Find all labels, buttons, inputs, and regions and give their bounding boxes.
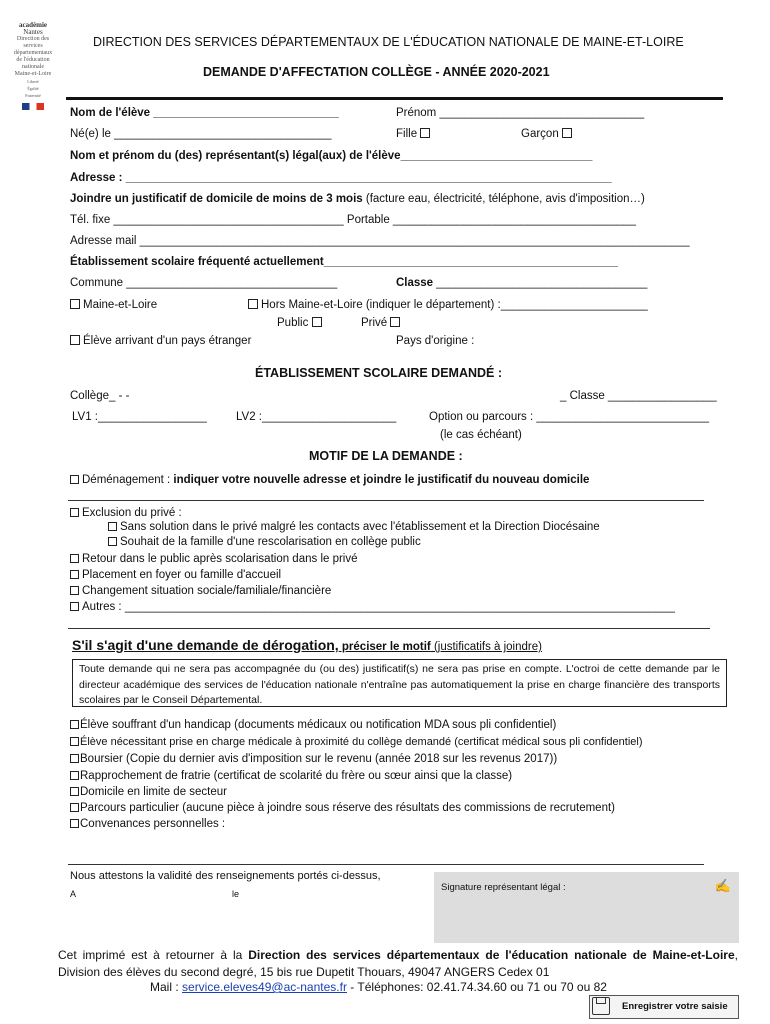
checkbox-box[interactable] <box>70 335 80 345</box>
lv1-field[interactable]: LV1 :_________________ <box>72 411 207 423</box>
derogation-justif: (justificatifs à joindre) <box>430 641 542 653</box>
garcon-box[interactable] <box>562 128 572 138</box>
hors-maine-checkbox[interactable] <box>248 299 648 311</box>
parcours-label: Parcours particulier (aucune pièce à joindre sous réserve des résultats des commissions de recrutement) <box>80 802 615 814</box>
derogation-title: S'il s'agit d'une demande de dérogation, <box>72 637 339 653</box>
retour-label: Retour dans le public après scolarisation dans le privé <box>82 553 358 565</box>
souhait-checkbox[interactable] <box>108 536 421 548</box>
sans-solution-label: Sans solution dans le privé malgré les contacts avec l'établissement et la Direction Diocésaine <box>120 521 600 533</box>
checkbox-box[interactable] <box>70 819 79 828</box>
save-button[interactable] <box>589 995 739 1019</box>
justificatif-note <box>70 193 645 205</box>
footer-p1: Cet imprimé est à retourner à la <box>58 948 249 962</box>
page-title: DEMANDE D'AFFECTATION COLLÈGE - ANNÉE 2020-2021 <box>203 65 550 79</box>
fille-label: Fille <box>396 128 418 140</box>
adresse-field[interactable]: Adresse : ____________________________________________________________________________ <box>70 172 612 184</box>
telephone-field[interactable]: Tél. fixe ____________________________________ Portable ______________________________________ <box>70 214 636 226</box>
checkbox-box[interactable] <box>70 803 79 812</box>
representants-field[interactable]: Nom et prénom du (des) représentant(s) légal(aux) de l'élève______________________________ <box>70 150 593 162</box>
derogation-heading <box>72 637 542 653</box>
prive-label: Privé <box>361 317 388 329</box>
checkbox-box[interactable] <box>70 754 79 763</box>
exclusion-label: Exclusion du privé : <box>82 507 182 519</box>
prenom-field[interactable]: Prénom ________________________________ <box>396 107 645 119</box>
signature-label: Signature représentant légal : <box>441 882 566 893</box>
maine-et-loire-checkbox[interactable] <box>70 299 157 311</box>
academie-logo <box>8 22 58 102</box>
classe-line: _________________________________ <box>433 277 648 289</box>
autres-label: Autres : ______________________________________________________________________________________ <box>82 601 675 613</box>
direction-header: DIRECTION DES SERVICES DÉPARTEMENTAUX DE L'ÉDUCATION NATIONALE DE MAINE-ET-LOIRE <box>93 35 684 49</box>
attest-divider <box>68 864 704 865</box>
derogation-preciser: préciser le motif <box>338 641 431 653</box>
checkbox-box[interactable] <box>70 508 79 517</box>
date-field[interactable]: le <box>232 889 240 899</box>
limite-label: Domicile en limite de secteur <box>80 786 228 798</box>
pays-origine-field[interactable]: Pays d'origine : <box>396 335 475 347</box>
checkbox-box[interactable] <box>70 299 80 309</box>
footer-address: , Division des élèves du second degré, 15 bis rue Dupetit Thouars, 49047 ANGERS Cedex 01 <box>58 948 738 979</box>
etab-demande-title: ÉTABLISSEMENT SCOLAIRE DEMANDÉ : <box>255 366 502 380</box>
garcon-label: Garçon <box>521 128 559 140</box>
autres-checkbox[interactable] <box>70 601 675 613</box>
checkbox-box[interactable] <box>108 522 117 531</box>
checkbox-box[interactable] <box>70 602 79 611</box>
placement-label: Placement en foyer ou famille d'accueil <box>82 569 282 581</box>
cas-echeant-note: (le cas échéant) <box>440 429 522 441</box>
signature-pen-icon[interactable]: ✍ <box>714 878 731 893</box>
checkbox-box[interactable] <box>70 475 79 484</box>
checkbox-box[interactable] <box>70 771 79 780</box>
marianne-flag-icon <box>22 103 44 110</box>
justificatif-rest: (facture eau, électricité, téléphone, avis d'imposition…) <box>362 193 645 205</box>
logo-line: académie <box>19 21 47 29</box>
telephones: - Téléphones: 02.41.74.34.60 ou 71 ou 70 ou 82 <box>346 980 607 994</box>
logo-line: Nantes <box>23 28 43 36</box>
demenagement-label: Déménagement : <box>82 474 174 486</box>
checkbox-box[interactable] <box>70 787 79 796</box>
public-label: Public <box>277 317 309 329</box>
parcours-checkbox[interactable] <box>70 802 615 814</box>
floppy-disk-icon <box>592 997 610 1015</box>
commune-field[interactable]: Commune _________________________________ <box>70 277 338 289</box>
sans-solution-checkbox[interactable] <box>108 521 600 533</box>
etablissement-actuel-field[interactable]: Établissement scolaire fréquenté actuellement______________________________________________ <box>70 256 618 268</box>
date-naissance-field[interactable]: Né(e) le __________________________________ <box>70 128 332 140</box>
adresse-mail-field[interactable]: Adresse mail ______________________________________________________________________________________ <box>70 235 690 247</box>
fratrie-checkbox[interactable] <box>70 770 512 782</box>
boursier-label: Boursier (Copie du dernier avis d'imposition sur le revenu (année 2018 sur les revenus 2017)) <box>80 753 558 765</box>
changement-label: Changement situation sociale/familiale/financière <box>82 585 332 597</box>
medical-checkbox[interactable] <box>70 736 643 748</box>
checkbox-box[interactable] <box>248 299 258 309</box>
fille-box[interactable] <box>420 128 430 138</box>
logo-line: Fraternité <box>25 93 41 98</box>
checkbox-box[interactable] <box>70 570 79 579</box>
convenances-checkbox[interactable] <box>70 818 225 830</box>
logo-line: de l'éducation nationale <box>16 57 50 70</box>
classe-demandee-field[interactable]: _ Classe _________________ <box>560 390 717 402</box>
checkbox-box[interactable] <box>390 317 400 327</box>
logo-line: Maine-et-Loire <box>14 71 52 77</box>
fratrie-label: Rapprochement de fratrie (certificat de scolarité du frère ou sœur ainsi que la classe) <box>80 770 513 782</box>
medical-label: Élève nécessitant prise en charge médicale à proximité du collège demandé (certificat médical sous pli confidentiel) <box>80 736 643 748</box>
justificatif-bold: Joindre un justificatif de domicile de moins de 3 mois <box>70 193 363 205</box>
prive-checkbox[interactable] <box>361 317 403 329</box>
maine-label: Maine-et-Loire <box>83 299 158 311</box>
footer-text <box>58 947 738 981</box>
fille-checkbox[interactable] <box>396 128 433 140</box>
public-checkbox[interactable] <box>277 317 325 329</box>
autres-line[interactable] <box>68 628 710 629</box>
pays-etranger-checkbox[interactable] <box>70 335 251 347</box>
boursier-checkbox[interactable] <box>70 753 557 765</box>
checkbox-box[interactable] <box>70 554 79 563</box>
derogation-notice: Toute demande qui ne sera pas accompagnée du (ou des) justificatif(s) ne sera pas prise en compte. L'octroi de cette demande par le directeur académique des services de l'éducation nationale n'entraîne pas automatiquement la prise en charge financière des transports scolaires par le Conseil Départemental. <box>72 659 727 707</box>
handicap-checkbox[interactable] <box>70 719 556 731</box>
option-field[interactable]: Option ou parcours : ___________________________ <box>429 411 710 423</box>
logo-line: départementaux <box>13 50 53 56</box>
lieu-field[interactable]: A <box>70 889 77 899</box>
footer-contact <box>150 980 607 994</box>
retour-checkbox[interactable] <box>70 553 358 565</box>
nom-eleve-field[interactable]: Nom de l'élève _____________________________ <box>70 107 339 119</box>
attestation-text: Nous attestons la validité des renseignements portés ci-dessus, <box>70 870 381 882</box>
footer-direction: Direction des services départementaux de l'éducation nationale de Maine-et-Loire <box>248 948 735 962</box>
demenagement-bold: indiquer votre nouvelle adresse et joindre le justificatif du nouveau domicile <box>173 474 590 486</box>
checkbox-box[interactable] <box>108 537 117 546</box>
etranger-label: Élève arrivant d'un pays étranger <box>83 335 252 347</box>
signature-box[interactable] <box>434 872 739 943</box>
checkbox-box[interactable] <box>70 586 79 595</box>
exclusion-checkbox[interactable] <box>70 507 182 519</box>
checkbox-box[interactable] <box>70 737 79 746</box>
classe-label: Classe <box>396 277 434 289</box>
save-button-label: Enregistrer votre saisie <box>622 1001 728 1012</box>
checkbox-box[interactable] <box>312 317 322 327</box>
logo-line: Liberté <box>27 79 39 84</box>
header-divider <box>66 97 723 100</box>
mail-label: Mail : <box>150 980 183 994</box>
limite-secteur-checkbox[interactable] <box>70 786 227 798</box>
mail-link[interactable]: service.eleves49@ac-nantes.fr <box>182 980 347 994</box>
placement-checkbox[interactable] <box>70 569 281 581</box>
demenagement-checkbox[interactable] <box>70 474 589 486</box>
souhait-label: Souhait de la famille d'une rescolarisation en collège public <box>120 536 421 548</box>
nouvelle-adresse-line[interactable] <box>68 500 704 501</box>
classe-field[interactable] <box>396 277 647 289</box>
motif-title: MOTIF DE LA DEMANDE : <box>309 449 463 463</box>
checkbox-box[interactable] <box>70 720 79 729</box>
convenances-label: Convenances personnelles : <box>80 818 226 830</box>
handicap-label: Élève souffrant d'un handicap (documents médicaux ou notification MDA sous pli confidentiel) <box>80 719 557 731</box>
hors-label: Hors Maine-et-Loire (indiquer le département) :_______________________ <box>261 299 648 311</box>
changement-checkbox[interactable] <box>70 585 331 597</box>
college-field[interactable]: Collège_ - - <box>70 390 130 402</box>
logo-line: Direction des services <box>16 36 50 49</box>
lv2-field[interactable]: LV2 :_____________________ <box>236 411 397 423</box>
logo-line: Égalité <box>27 86 39 91</box>
garcon-checkbox[interactable] <box>521 128 575 140</box>
